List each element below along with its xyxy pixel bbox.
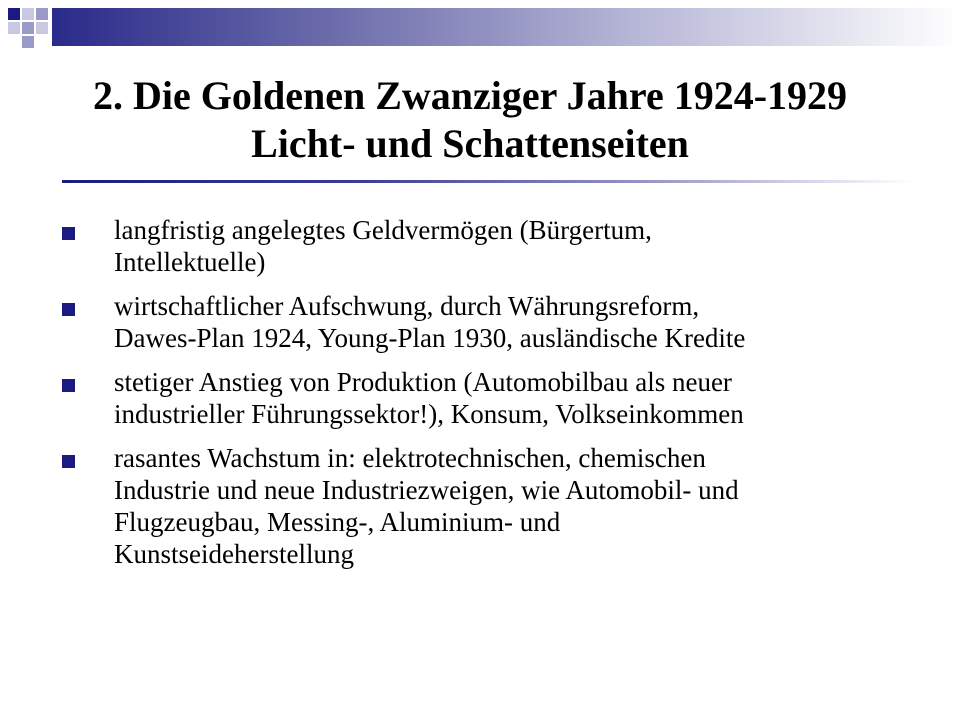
bullet-item-2 bbox=[62, 290, 902, 354]
bullet-text-line: langfristig angelegtes Geldvermögen (Bürgertum, bbox=[114, 215, 652, 245]
bullet-text-line: Dawes-Plan 1924, Young-Plan 1930, ausländische Kredite bbox=[114, 323, 746, 353]
square-bullet-icon bbox=[62, 303, 75, 316]
deco-square-mid-1 bbox=[36, 8, 48, 20]
deco-square-dark bbox=[8, 8, 20, 20]
bullet-item-4 bbox=[62, 442, 902, 570]
title-divider bbox=[62, 180, 914, 183]
bullet-text-line: Kunstseideherstellung bbox=[114, 539, 354, 569]
bullet-text-line: Intellektuelle) bbox=[114, 247, 266, 277]
deco-square-light-3 bbox=[36, 22, 48, 34]
bullet-text-line: industrieller Führungssektor!), Konsum, Volkseinkommen bbox=[114, 399, 744, 429]
deco-square-mid-3 bbox=[22, 36, 34, 48]
deco-square-light-2 bbox=[8, 22, 20, 34]
deco-square-light-1 bbox=[22, 8, 34, 20]
slide-title bbox=[40, 72, 900, 168]
bullet-text-line: wirtschaftlicher Aufschwung, durch Währungsreform, bbox=[114, 291, 700, 321]
header-decoration bbox=[0, 0, 960, 60]
bullet-item-3 bbox=[62, 366, 902, 430]
square-bullet-icon bbox=[62, 379, 75, 392]
bullet-text-line: Flugzeugbau, Messing-, Aluminium- und bbox=[114, 507, 561, 537]
deco-square-mid-2 bbox=[22, 22, 34, 34]
bullet-item-1 bbox=[62, 214, 902, 278]
bullet-text-line: Industrie und neue Industriezweigen, wie Automobil- und bbox=[114, 475, 739, 505]
slide-title-line-2: Licht- und Schattenseiten bbox=[251, 121, 689, 166]
bullet-text-line: stetiger Anstieg von Produktion (Automobilbau als neuer bbox=[114, 367, 732, 397]
slide-title-line-1: 2. Die Goldenen Zwanziger Jahre 1924-1929 bbox=[92, 73, 848, 118]
square-bullet-icon bbox=[62, 227, 75, 240]
deco-gradient-band bbox=[52, 8, 960, 46]
square-bullet-icon bbox=[62, 455, 75, 468]
bullet-text-line: rasantes Wachstum in: elektrotechnischen, chemischen bbox=[114, 443, 706, 473]
bullet-list bbox=[62, 214, 902, 582]
